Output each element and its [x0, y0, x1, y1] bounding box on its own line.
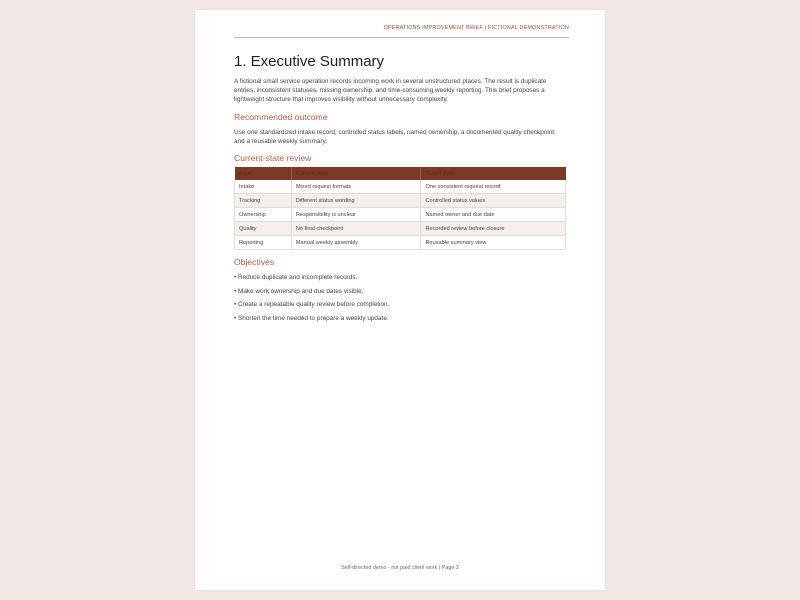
objectives-heading: Objectives [234, 257, 275, 268]
cell-area: Ownership [235, 208, 292, 222]
page-content [234, 52, 567, 325]
cell-current: Mixed request formats [291, 180, 421, 194]
header-divider [234, 37, 569, 38]
recommended-outcome-text: Use one standardized intake record, controlled status labels, named ownership, a documented quality checkpoint, and a reusable weekly summary. [234, 128, 556, 145]
running-header: OPERATIONS IMPROVEMENT BRIEF | FICTIONAL DEMONSTRATION [383, 25, 569, 31]
cell-target: Controlled status values [421, 194, 566, 208]
intro-paragraph: A fictional small service operation records incoming work in several unstructured places. The result is duplicate entries, inconsistent statuses, missing ownership, and time-consuming weekly reporting. This brief proposes a lightweight structure that improves visibility without unnecessary complexity. [234, 78, 547, 104]
table-row [235, 208, 566, 222]
table-header-row [235, 167, 566, 180]
cell-area: Quality [235, 222, 292, 236]
table-row [235, 222, 566, 236]
column-header-area: Area [238, 170, 251, 177]
cell-current: Different status wording [291, 194, 421, 208]
cell-current: No final checkpoint [291, 222, 421, 236]
column-header-target: Target state [421, 167, 566, 180]
recommended-outcome-heading: Recommended outcome [234, 111, 328, 122]
cell-target: Reusable summary view [421, 236, 566, 250]
cell-target: Named owner and due date [421, 208, 566, 222]
page-footer: Self-directed demo - not paid client work | Page 2 [341, 565, 459, 571]
table-row [235, 194, 566, 208]
current-state-review-heading: Current-state review [234, 153, 312, 164]
cell-area: Tracking [235, 194, 292, 208]
cell-area: Reporting [235, 236, 292, 250]
cell-target: One consistent request record [421, 180, 566, 194]
cell-current: Responsibility is unclear [291, 208, 421, 222]
cell-target: Recorded review before closure [421, 222, 566, 236]
cell-current: Manual weekly assembly [291, 236, 421, 250]
list-item: • Create a repeatable quality review before completion. [234, 301, 390, 309]
document-page [195, 10, 605, 590]
column-header-current: Current state [291, 167, 421, 180]
cell-area: Intake [235, 180, 292, 194]
current-state-table [234, 167, 566, 250]
list-item: • Shorten the time needed to prepare a weekly update. [234, 314, 389, 322]
section-heading: 1. Executive Summary [234, 53, 385, 70]
list-item: • Reduce duplicate and incomplete records. [234, 274, 358, 282]
objectives-list [234, 271, 567, 325]
table-row [235, 180, 566, 194]
table-row [235, 236, 566, 250]
list-item: • Make work ownership and due dates visible. [234, 287, 364, 295]
